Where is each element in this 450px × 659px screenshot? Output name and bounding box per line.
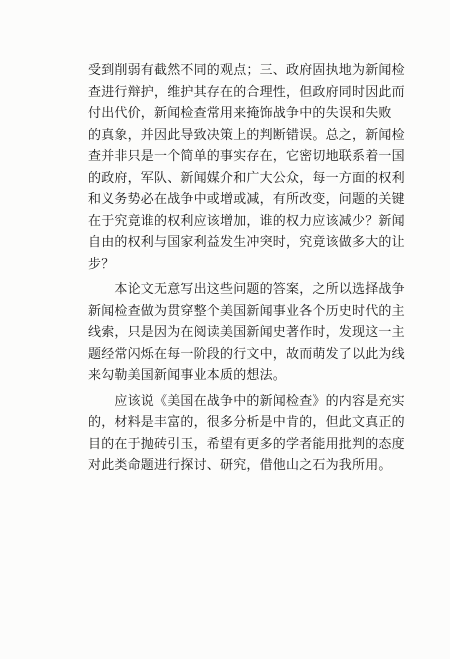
paragraph-3	[88, 391, 405, 477]
text-line: 的，材料是丰富的，很多分析是中肯的，但此文真正的	[88, 415, 405, 430]
text-line: 步？	[88, 256, 115, 272]
text-line: 线索，只是因为在阅读美国新闻史著作时，发现这一主	[88, 325, 405, 340]
text-line: 查并非只是一个简单的事实存在，它密切地联系着一国	[88, 149, 405, 164]
text-line: 付出代价，新闻检查常用来掩饰战争中的失误和失败	[88, 106, 392, 121]
paragraph-2	[88, 279, 405, 387]
body-text	[88, 60, 405, 477]
text-line: 的真象，并因此导致决策上的判断错误。总之，新闻检	[88, 127, 405, 143]
text-line: 的政府，军队、新闻媒介和广大公众，每一方面的权利	[88, 170, 405, 186]
text-line: 应该说《美国在战争中的新闻检查》的内容是充实	[88, 393, 405, 409]
text-line: 本论文无意写出这些问题的答案，之所以选择战争	[88, 282, 405, 297]
text-line: 来勾勒美国新闻事业本质的想法。	[88, 368, 287, 383]
paragraph-1	[88, 60, 405, 275]
text-line: 题经常闪烁在每一阶段的行文中，故而萌发了以此为线	[88, 346, 405, 362]
text-line: 在于究竟谁的权利应该增加，谁的权力应该减少？新闻	[88, 213, 405, 229]
text-line: 对此类命题进行探讨、研究，借他山之石为我所用。	[88, 458, 392, 473]
text-line: 新闻检查做为贯穿整个美国新闻事业各个历史时代的主	[88, 303, 405, 319]
text-line: 和义务势必在战争中或增或减，有所改变，问题的关键	[88, 192, 405, 207]
text-line: 自由的权利与国家利益发生冲突时，究竟该做多大的让	[88, 235, 405, 250]
text-line: 查进行辩护，维护其存在的合理性，但政府同时因此而	[88, 84, 405, 100]
text-line: 受到削弱有截然不同的观点；三、政府固执地为新闻检	[88, 63, 405, 78]
text-line: 目的在于抛砖引玉，希望有更多的学者能用批判的态度	[88, 436, 405, 452]
